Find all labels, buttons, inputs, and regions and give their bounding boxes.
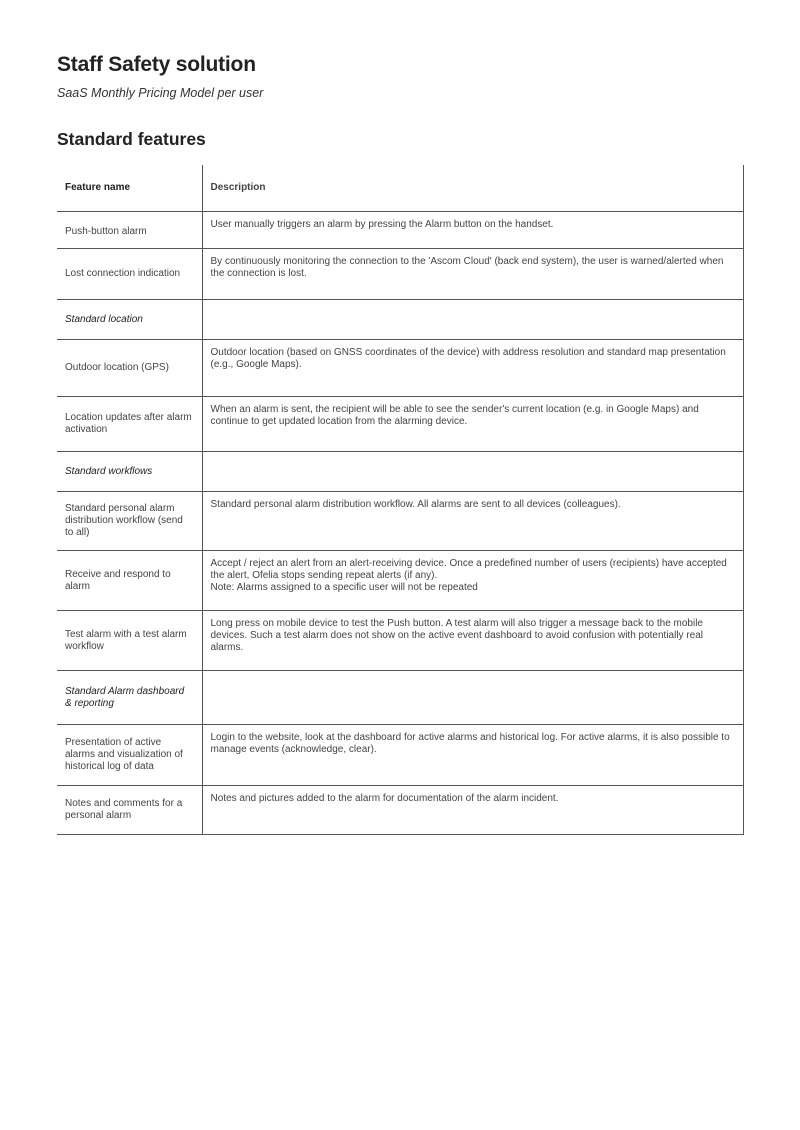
feature-description: Outdoor location (based on GNSS coordinates of the device) with address resolution and standard map presentation (e.g., Google Maps). xyxy=(202,340,743,397)
feature-description: Login to the website, look at the dashboard for active alarms and historical log. For active alarms, it is also possible to manage events (acknowledge, clear). xyxy=(202,725,743,786)
features-table xyxy=(57,165,744,835)
column-header-feature-name: Feature name xyxy=(57,165,202,212)
table-row xyxy=(57,551,743,611)
feature-name: Receive and respond to alarm xyxy=(57,551,202,611)
feature-description xyxy=(202,671,743,725)
feature-description: When an alarm is sent, the recipient will be able to see the sender's current location (e.g. in Google Maps) and continue to get updated location from the alarming device. xyxy=(202,397,743,452)
page-subtitle: SaaS Monthly Pricing Model per user xyxy=(57,86,264,100)
feature-name-cell xyxy=(57,212,202,249)
feature-description: Long press on mobile device to test the Push button. A test alarm will also trigger a message back to the mobile devices. Such a test alarm does not show on the active event dashboard to avoid confusion with potentially real alarms. xyxy=(202,611,743,671)
feature-name: Test alarm with a test alarm workflow xyxy=(57,611,202,671)
section-title: Standard features xyxy=(57,129,206,149)
feature-name: Location updates after alarm activation xyxy=(57,397,202,452)
table-row xyxy=(57,492,743,551)
table-row xyxy=(57,340,743,397)
table-row xyxy=(57,611,743,671)
feature-name: Outdoor location (GPS) xyxy=(57,340,202,397)
table-group-row xyxy=(57,452,743,492)
feature-group-name: Standard workflows xyxy=(57,452,202,492)
feature-name: Presentation of active alarms and visualization of historical log of data xyxy=(57,725,202,786)
table-row xyxy=(57,725,743,786)
table-row xyxy=(57,786,743,835)
feature-name: Lost connection indication xyxy=(57,249,202,300)
feature-group-name: Standard location xyxy=(57,300,202,340)
feature-description xyxy=(202,300,743,340)
page-title: Staff Safety solution xyxy=(57,53,256,76)
table-group-row xyxy=(57,300,743,340)
feature-description: Notes and pictures added to the alarm for documentation of the alarm incident. xyxy=(202,786,743,835)
feature-name: Push-button alarm xyxy=(65,226,147,237)
feature-group-name: Standard Alarm dashboard & reporting xyxy=(57,671,202,725)
table-row xyxy=(57,249,743,300)
feature-name: Notes and comments for a personal alarm xyxy=(57,786,202,835)
feature-description: Accept / reject an alert from an alert-receiving device. Once a predefined number of users (recipients) have accepted the alert, Ofelia stops sending repeat alerts (if any). Note: Alarms assigned to a specific user will not be repeated xyxy=(202,551,743,611)
feature-description: By continuously monitoring the connection to the 'Ascom Cloud' (back end system), the user is warned/alerted when the connection is lost. xyxy=(202,249,743,300)
feature-description xyxy=(202,452,743,492)
table-header-row xyxy=(57,165,743,212)
column-header-description: Description xyxy=(202,165,743,212)
feature-description: Standard personal alarm distribution workflow. All alarms are sent to all devices (colleagues). xyxy=(202,492,743,551)
table-row xyxy=(57,397,743,452)
feature-name: Standard personal alarm distribution workflow (send to all) xyxy=(57,492,202,551)
table-row xyxy=(57,212,743,249)
table-group-row xyxy=(57,671,743,725)
feature-description: User manually triggers an alarm by pressing the Alarm button on the handset. xyxy=(202,212,743,249)
